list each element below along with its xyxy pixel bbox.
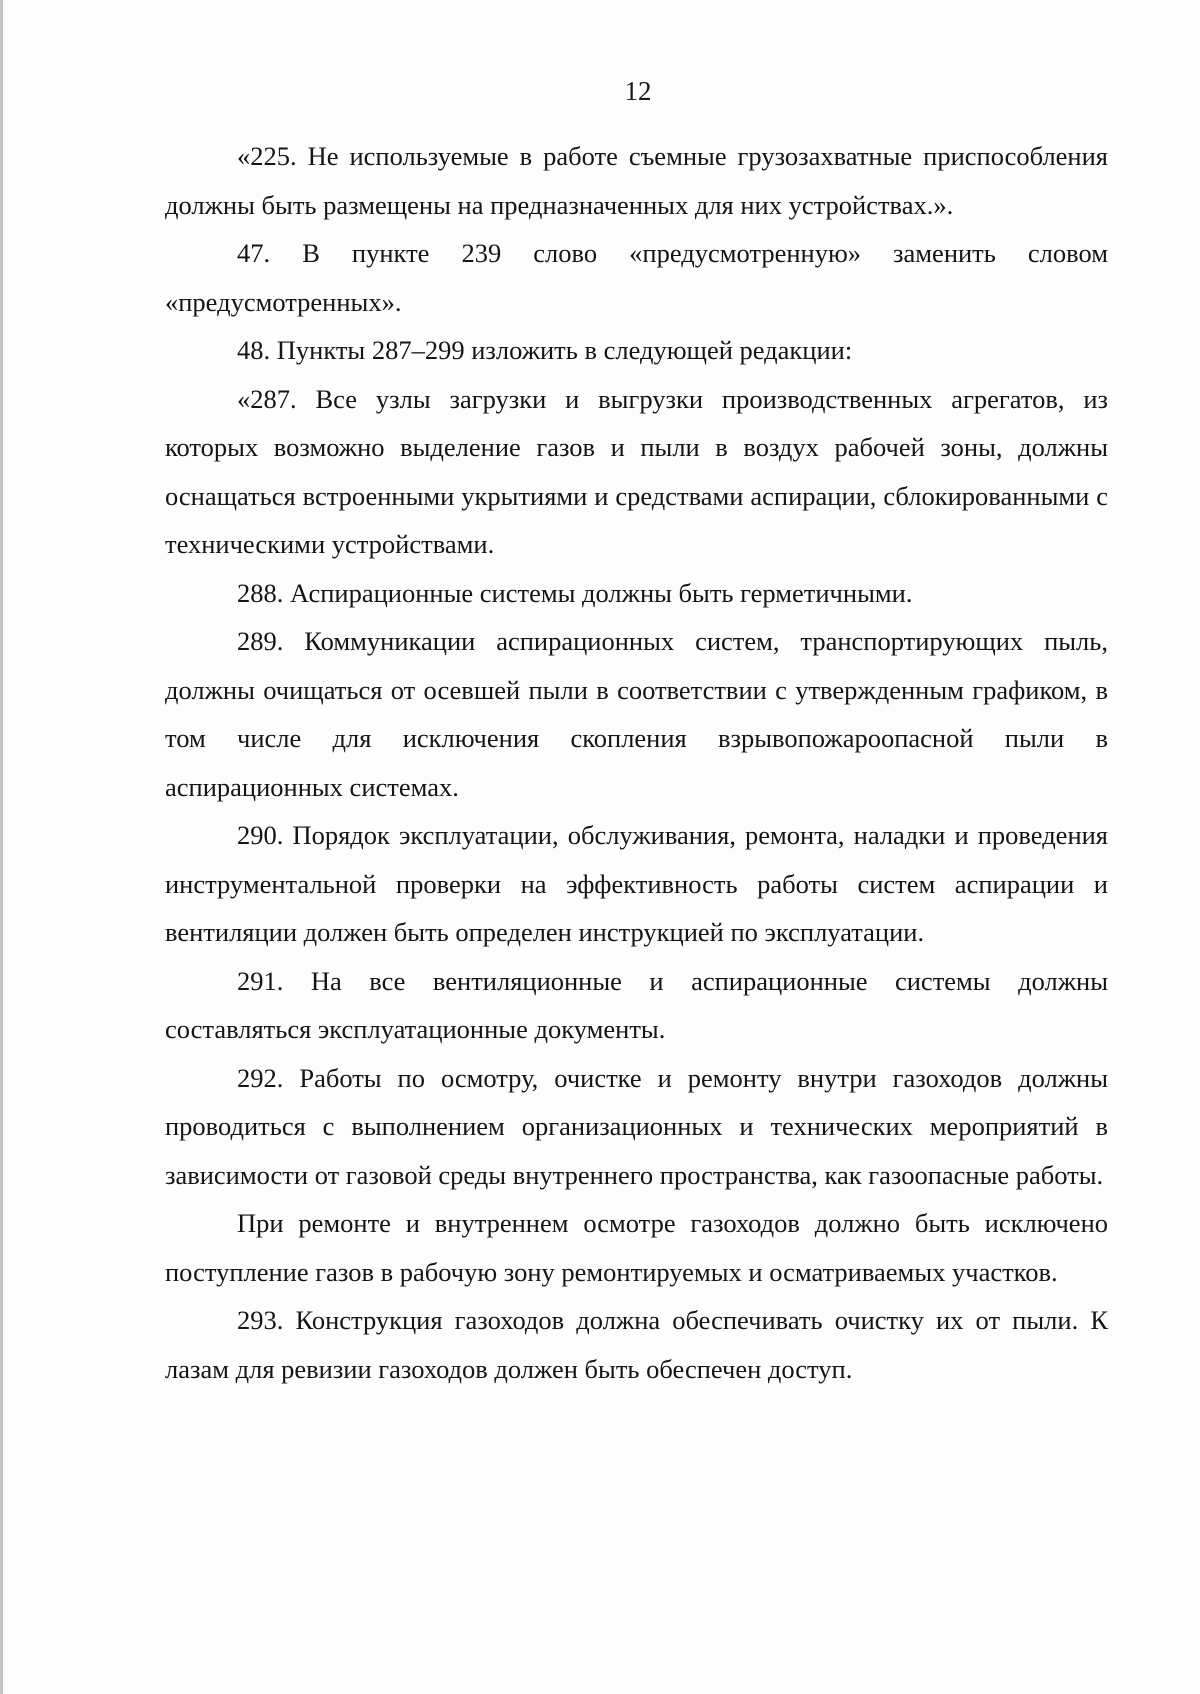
paragraph-293: 293. Конструкция газоходов должна обеспечивать очистку их от пыли. К лазам для ревизии газоходов должен быть обеспечен доступ. (165, 1305, 1108, 1384)
page-number: 12 (624, 76, 652, 106)
paragraph-289: 289. Коммуникации аспирационных систем, транспортирующих пыль, должны очищаться от осевшей пыли в соответствии с утвержденным графиком, в том числе для исключения скопления взрывопожароопасной пыли в аспирационных системах. (165, 626, 1108, 802)
paragraph-287: «287. Все узлы загрузки и выгрузки производственных агрегатов, из которых возможно выделение газов и пыли в воздух рабочей зоны, должны оснащаться встроенными укрытиями и средствами аспирации, сблокированными с техническими устройствами. (165, 383, 1108, 559)
scan-edge (0, 0, 3, 1694)
paragraph-48: 48. Пункты 287–299 изложить в следующей редакции: (237, 335, 853, 365)
paragraph-291: 291. На все вентиляционные и аспирационные системы должны составляться эксплуатационные документы. (165, 965, 1108, 1044)
paragraph-225: «225. Не используемые в работе съемные грузозахватные приспособления должны быть размещены на предназначенных для них устройствах.». (165, 141, 1108, 220)
paragraph-47: 47. В пункте 239 слово «предусмотренную» заменить словом «предусмотренных». (165, 238, 1108, 317)
paragraph-290: 290. Порядок эксплуатации, обслуживания, ремонта, наладки и проведения инструментальной проверки на эффективность работы систем аспирации и вентиляции должен быть определен инструкцией по эксплуатации. (165, 820, 1108, 947)
paragraph-292-repair: При ремонте и внутреннем осмотре газоходов должно быть исключено поступление газов в рабочую зону ремонтируемых и осматриваемых участков. (165, 1208, 1108, 1287)
paragraph-292: 292. Работы по осмотру, очистке и ремонту внутри газоходов должны проводиться с выполнением организационных и технических мероприятий в зависимости от газовой среды внутреннего пространства, как газоопасные работы. (165, 1062, 1108, 1190)
document-body (165, 132, 1108, 1393)
paragraph-288: 288. Аспирационные системы должны быть герметичными. (237, 577, 913, 608)
